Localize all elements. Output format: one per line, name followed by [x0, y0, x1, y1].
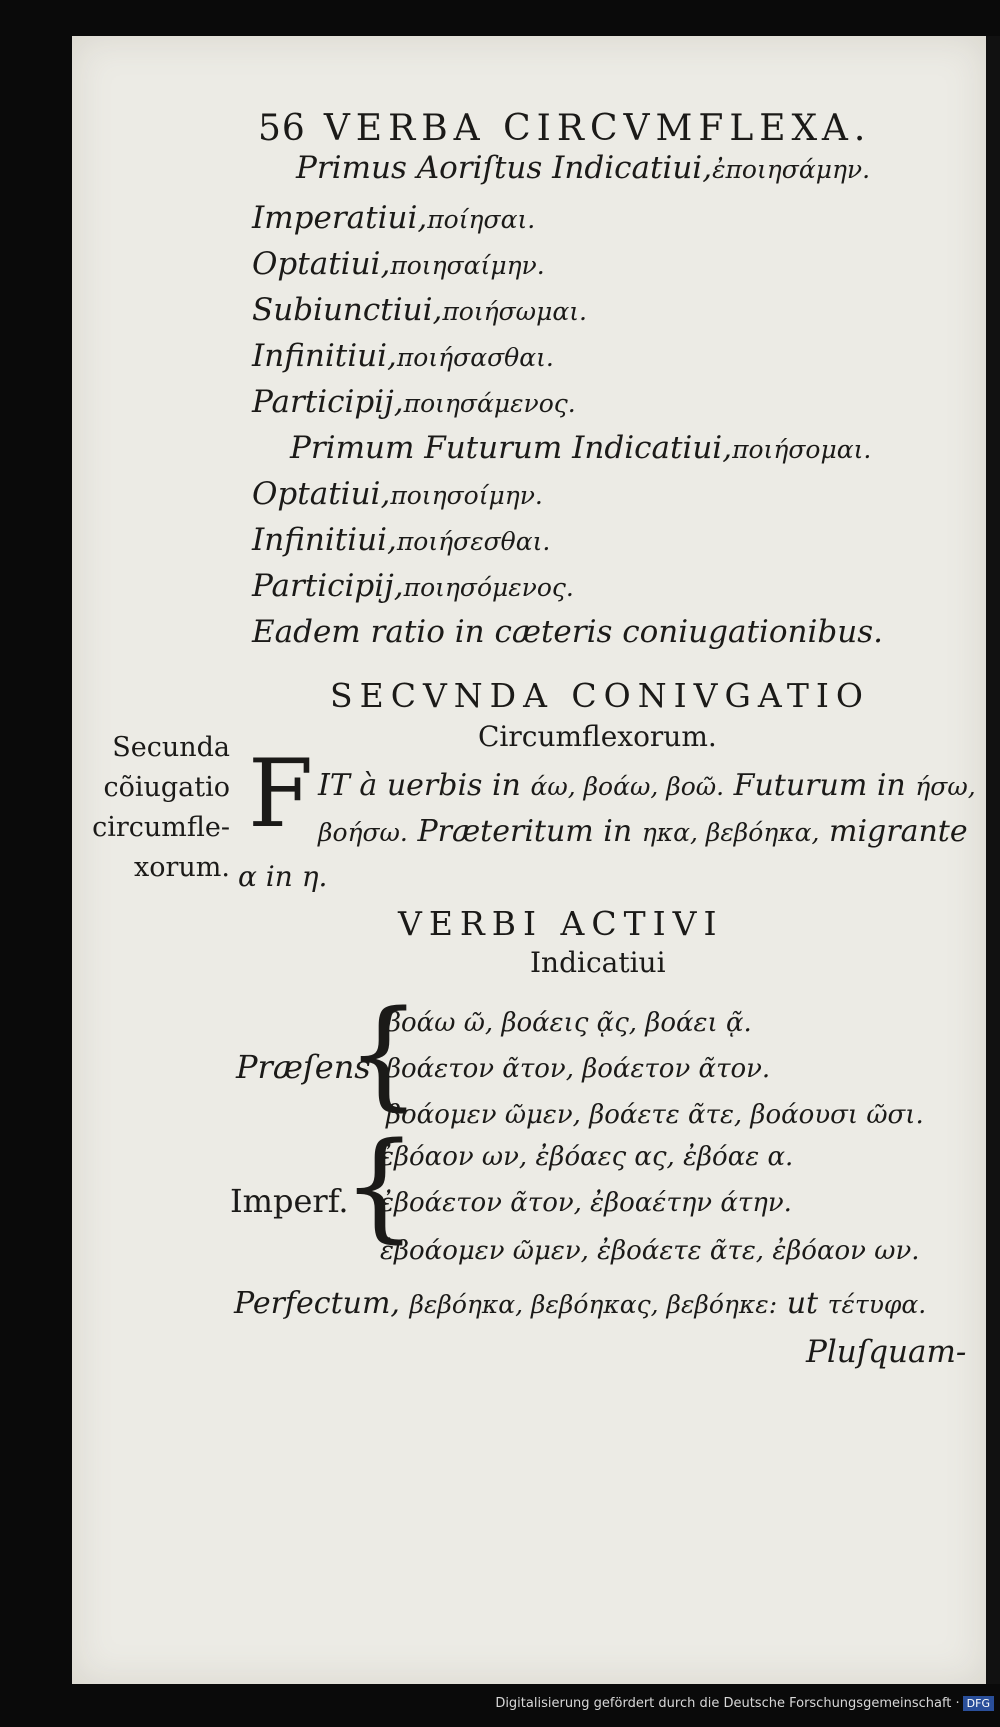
text-line: Participij,ποιησάμενος. — [252, 384, 576, 420]
text-line: Optatiui,ποιησαίμην. — [252, 246, 545, 282]
page-edge-shadow — [986, 36, 1000, 1684]
catchword: Pluſquam- — [806, 1334, 967, 1370]
text-line: Optatiui,ποιησοίμην. — [252, 476, 543, 512]
present-brace: { — [346, 984, 422, 1122]
text-line: Primum Futurum Indicatiui,ποιήσομαι. — [290, 430, 872, 466]
imperfect-row: ἐβόαον ων, ἐβόαες ας, ἐβόαε α. — [380, 1142, 794, 1172]
page-number: 56 — [258, 108, 306, 149]
imperfect-row: ἐβοάομεν ῶμεν, ἐβοάετε ᾶτε, ἐβόαον ων. — [380, 1236, 920, 1266]
text-line: Participij,ποιησόμενος. — [252, 568, 574, 604]
present-row: βοάομεν ῶμεν, βοάετε ᾶτε, βοάουσι ῶσι. — [386, 1100, 924, 1130]
present-label: Præſens — [236, 1048, 371, 1086]
text-line: Eadem ratio in cæteris coniugationibus. — [252, 614, 883, 650]
text-line: Infinitiui,ποιήσεσθαι. — [252, 522, 551, 558]
paragraph-line: IT à uerbis in άω, βοάω, βοῶ. Futurum in ήσω, — [318, 768, 976, 803]
dfg-logo: DFG — [963, 1696, 994, 1711]
paragraph-line: βοήσω. Præteritum in ηκα, βεβόηκα, migrante — [318, 814, 968, 849]
text-line: Primus Aoriſtus Indicatiui,ἐποιησάμην. — [296, 150, 871, 186]
imperfect-row: ἐβοάετον ᾶτον, ἐβοαέτην άτην. — [380, 1188, 792, 1218]
perfect-line: Perfectum, βεβόηκα, βεβόηκας, βεβόηκε: ut τέτυφα. — [234, 1286, 927, 1321]
section-heading: SECVNDA CONIVGATIO — [330, 676, 870, 715]
paragraph-line: α in η. — [238, 860, 328, 893]
present-row: βοάω ῶ, βοάεις ᾷς, βοάει ᾷ. — [386, 1008, 752, 1038]
text-line: Subiunctiui,ποιήσωμαι. — [252, 292, 587, 328]
imperfect-brace: { — [342, 1116, 418, 1254]
marginal-note: Secunda cõiugatio circumfle- xorum. — [92, 732, 230, 883]
running-header — [258, 108, 871, 149]
digitization-footer: Digitalisierung gefördert durch die Deutsche Forschungsgemeinschaft · DFG — [0, 1696, 994, 1711]
text-line: Infinitiui,ποιήσασθαι. — [252, 338, 554, 374]
text-line: Imperatiui,ποίησαι. — [252, 200, 536, 236]
present-row: βοάετον ᾶτον, βοάετον ᾶτον. — [386, 1054, 771, 1084]
indicatiui-heading: Indicatiui — [530, 946, 666, 979]
verbi-activi-heading: VERBI ACTIVI — [398, 904, 724, 943]
section-subheading: Circumflexorum. — [478, 720, 717, 753]
imperfect-label: Imperf. — [230, 1182, 349, 1220]
running-title: VERBA CIRCVMFLEXA. — [323, 108, 872, 149]
drop-cap: F — [248, 740, 314, 849]
